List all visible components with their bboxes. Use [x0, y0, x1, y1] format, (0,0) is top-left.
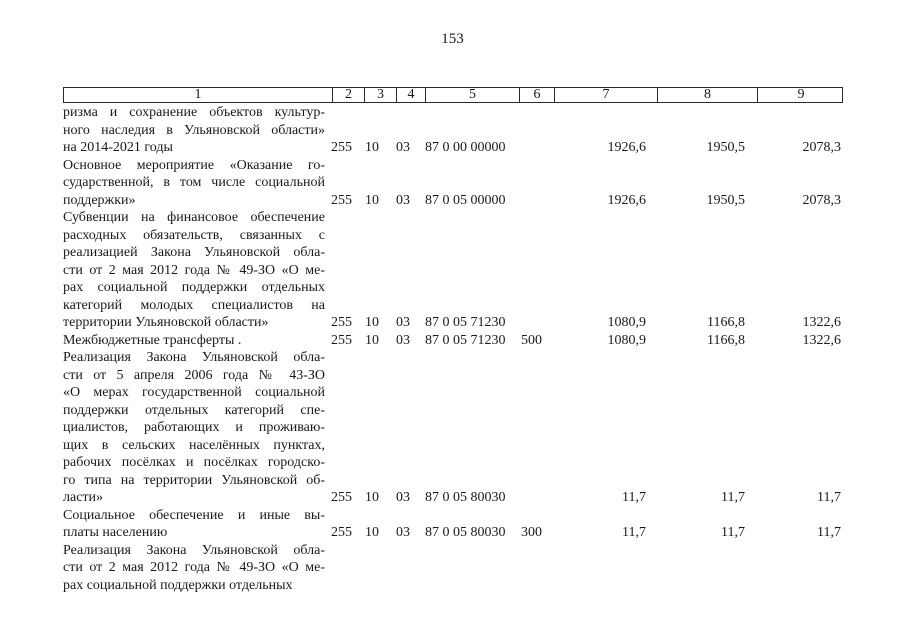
- cell-c7: 1926,6: [607, 140, 646, 155]
- row-description: [63, 507, 325, 542]
- cell-c4: 03: [396, 490, 410, 505]
- cell-c4: 03: [396, 315, 410, 330]
- cell-c3: 10: [365, 192, 379, 208]
- cell-c5: 87 0 05 00000: [425, 192, 506, 208]
- cell-c4: 03: [396, 140, 410, 155]
- description-line: ризма и сохранение объектов культур-: [63, 105, 325, 120]
- description-line: ного наследия в Ульяновской области»: [63, 122, 325, 138]
- description-line: Реализация Закона Ульяновской обла-: [63, 350, 325, 365]
- cell-c2: 255: [331, 192, 352, 208]
- cell-c8: 1166,8: [707, 315, 745, 330]
- header-cell-2: 2: [332, 88, 364, 102]
- cell-c2: 255: [331, 332, 352, 348]
- cell-c8: 1950,5: [706, 140, 745, 155]
- cell-c7: 1926,6: [607, 192, 646, 208]
- cell-c5: 87 0 05 71230: [425, 332, 506, 348]
- cell-c2: 255: [331, 490, 352, 505]
- header-cell-5: 5: [425, 88, 519, 102]
- cell-c3: 10: [365, 332, 379, 348]
- cell-c9: 2078,3: [802, 192, 841, 208]
- cell-c5: 87 0 05 80030: [425, 490, 506, 505]
- cell-c4: 03: [396, 525, 410, 540]
- cell-c9: 1322,6: [802, 315, 841, 330]
- cell-c5: 87 0 05 71230: [425, 315, 506, 330]
- header-cell-1: 1: [194, 87, 202, 102]
- description-line: Межбюджетные трансферты .: [63, 332, 242, 348]
- cell-c2: 255: [331, 140, 352, 155]
- cell-c2: 255: [331, 315, 352, 330]
- description-line: го типа на территории Ульяновской об-: [63, 472, 325, 488]
- header-cell-6: 6: [519, 88, 554, 102]
- cell-c9: 1322,6: [802, 332, 841, 348]
- description-line: поддержки отдельных категорий спе-: [63, 402, 325, 418]
- row-description: [63, 542, 325, 595]
- description-line: сти от 2 мая 2012 года № 49-ЗО «О ме-: [63, 262, 325, 278]
- description-line: сти от 2 мая 2012 года № 49-ЗО «О ме-: [63, 560, 325, 575]
- cell-c2: 255: [331, 525, 352, 540]
- cell-c6: 300: [521, 525, 542, 540]
- cell-c9: 2078,3: [802, 140, 841, 155]
- description-line: сударственной, в том числе социальной: [63, 175, 325, 190]
- cell-c7: 1080,9: [607, 315, 646, 330]
- description-line: Социальное обеспечение и иные вы-: [63, 507, 325, 523]
- description-line: рах социальной поддержки отдельных: [63, 280, 325, 295]
- cell-c5: 87 0 00 00000: [425, 140, 506, 155]
- header-cell-9: 9: [757, 88, 844, 102]
- page-number: 153: [441, 31, 464, 47]
- row-description: [63, 332, 325, 350]
- description-line: территории Ульяновской области»: [63, 315, 269, 330]
- row-description: [63, 209, 325, 332]
- description-line: циалистов, работающих и проживаю-: [63, 420, 325, 435]
- description-line: рах социальной поддержки отдельных: [63, 577, 293, 593]
- description-line: Основное мероприятие «Оказание го-: [63, 157, 325, 173]
- cell-c8: 1950,5: [706, 192, 745, 208]
- description-line: на 2014-2021 годы: [63, 140, 173, 155]
- header-cell-8: 8: [657, 88, 757, 102]
- description-line: сти от 5 апреля 2006 года № 43-ЗО: [63, 367, 325, 383]
- description-line: рабочих посёлках и посёлках городско-: [63, 455, 325, 470]
- header-cell-3: 3: [364, 88, 396, 102]
- description-line: Реализация Закона Ульяновской обла-: [63, 542, 325, 558]
- description-line: «О мерах государственной социальной: [63, 385, 325, 400]
- cell-c4: 03: [396, 192, 410, 208]
- cell-c3: 10: [365, 140, 379, 155]
- header-cell-7: 7: [554, 88, 657, 102]
- cell-c9: 11,7: [817, 525, 841, 540]
- description-line: платы населению: [63, 525, 168, 540]
- cell-c3: 10: [365, 525, 379, 540]
- row-description: [63, 157, 325, 210]
- cell-c5: 87 0 05 80030: [425, 525, 506, 540]
- header-cell-4: 4: [396, 88, 425, 102]
- description-line: Субвенции на финансовое обеспечение: [63, 210, 325, 225]
- row-description: [63, 104, 325, 157]
- description-line: расходных обязательств, связанных с: [63, 227, 325, 243]
- cell-c3: 10: [365, 490, 379, 505]
- description-line: ласти»: [63, 490, 104, 505]
- cell-c7: 1080,9: [607, 332, 646, 348]
- row-description: [63, 349, 325, 507]
- description-line: реализацией Закона Ульяновской обла-: [63, 245, 325, 260]
- cell-c7: 11,7: [622, 490, 646, 505]
- cell-c7: 11,7: [622, 525, 646, 540]
- description-line: категорий молодых специалистов на: [63, 297, 325, 313]
- description-line: щих в сельских населённых пунктах,: [63, 437, 325, 453]
- cell-c8: 11,7: [721, 490, 745, 505]
- description-line: поддержки»: [63, 192, 136, 208]
- cell-c9: 11,7: [817, 490, 841, 505]
- cell-c8: 1166,8: [707, 332, 745, 348]
- cell-c4: 03: [396, 332, 410, 348]
- cell-c3: 10: [365, 315, 379, 330]
- cell-c6: 500: [521, 332, 542, 348]
- cell-c8: 11,7: [721, 525, 745, 540]
